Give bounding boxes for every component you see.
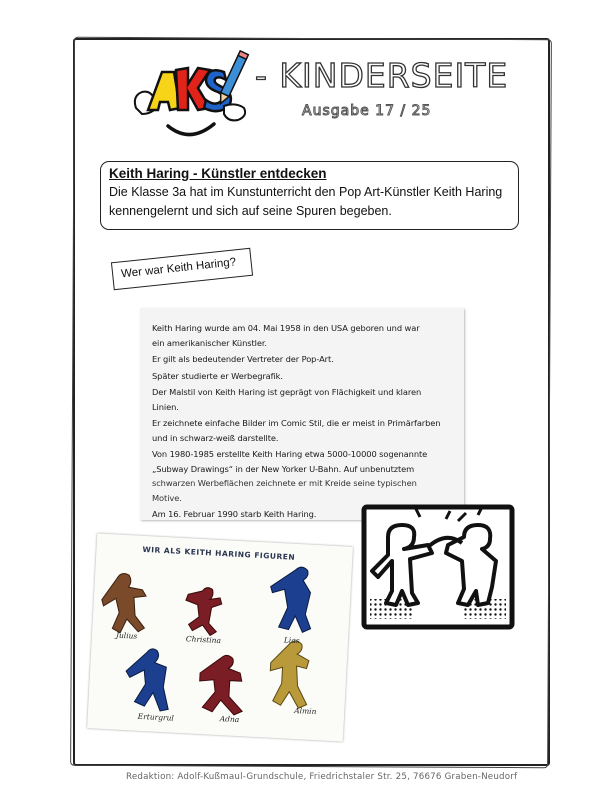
- info-line: schwarzen Werbeflächen zeichnete er mit Kreide seine typischen: [152, 478, 417, 488]
- info-line: Später studierte er Werbegrafik.: [152, 370, 283, 381]
- info-line: Linien.: [152, 401, 179, 412]
- info-paragraph-birth: [152, 322, 456, 349]
- info-line: ein amerikanischer Künstler.: [152, 337, 267, 348]
- info-line: Keith Haring wurde am 04. Mai 1958 in den USA geboren und war: [152, 323, 420, 333]
- info-line: Motive.: [152, 492, 182, 503]
- info-line: „Subway Drawings“ in der New Yorker U-Bahn. Auf unbenutztem: [152, 463, 415, 474]
- info-paragraph-subway: [152, 448, 456, 504]
- info-line: Von 1980-1985 erstellte Keith Haring etwa 5000-10000 sogenannte: [152, 449, 428, 459]
- haring-figures-print: [358, 497, 518, 632]
- info-line: Er gilt als bedeutender Vertreter der Pop-Art.: [152, 354, 334, 364]
- intro-box: [100, 161, 519, 230]
- page-title: - KINDERSEITE: [255, 56, 509, 95]
- question-tag: Wer war Keith Haring?: [111, 248, 253, 290]
- name-label: Erturgrul: [137, 711, 175, 723]
- info-line: Er zeichnete einfache Bilder im Comic Stil, die er meist in Primärfarben: [152, 418, 441, 428]
- aks-logo: [128, 48, 253, 148]
- name-label: Almin: [294, 705, 317, 717]
- issue-number: Ausgabe 17 / 25: [302, 103, 432, 119]
- photo-title: WIR ALS KEITH HARING FIGUREN: [142, 544, 296, 562]
- info-line: Am 16. Februar 1990 starb Keith Haring.: [152, 509, 317, 519]
- name-label: Lias: [283, 635, 300, 646]
- info-line: Der Malstil von Keith Haring ist geprägt von Flächigkeit und klaren: [152, 387, 422, 397]
- name-label: Julius: [115, 630, 138, 641]
- info-sheet: [140, 308, 464, 520]
- intro-text-line-1: Die Klasse 3a hat im Kunstunterricht den Pop Art-Künstler Keith Haring: [109, 185, 503, 199]
- name-label: Christina: [185, 634, 222, 646]
- intro-title: Keith Haring - Künstler entdecken: [109, 166, 327, 181]
- footer-editorial: Redaktion: Adolf-Kußmaul-Grundschule, Friedrichstaler Str. 25, 76676 Graben-Neudorf: [126, 772, 518, 782]
- info-paragraph-comic: [152, 417, 456, 444]
- info-paragraph-style: [152, 386, 456, 413]
- class-figures-photo: [87, 533, 353, 741]
- name-label: Adna: [219, 714, 240, 725]
- intro-text-line-2: kennengelernt und sich auf seine Spuren begeben.: [109, 204, 392, 218]
- info-line: und in schwarz-weiß darstellte.: [152, 432, 279, 443]
